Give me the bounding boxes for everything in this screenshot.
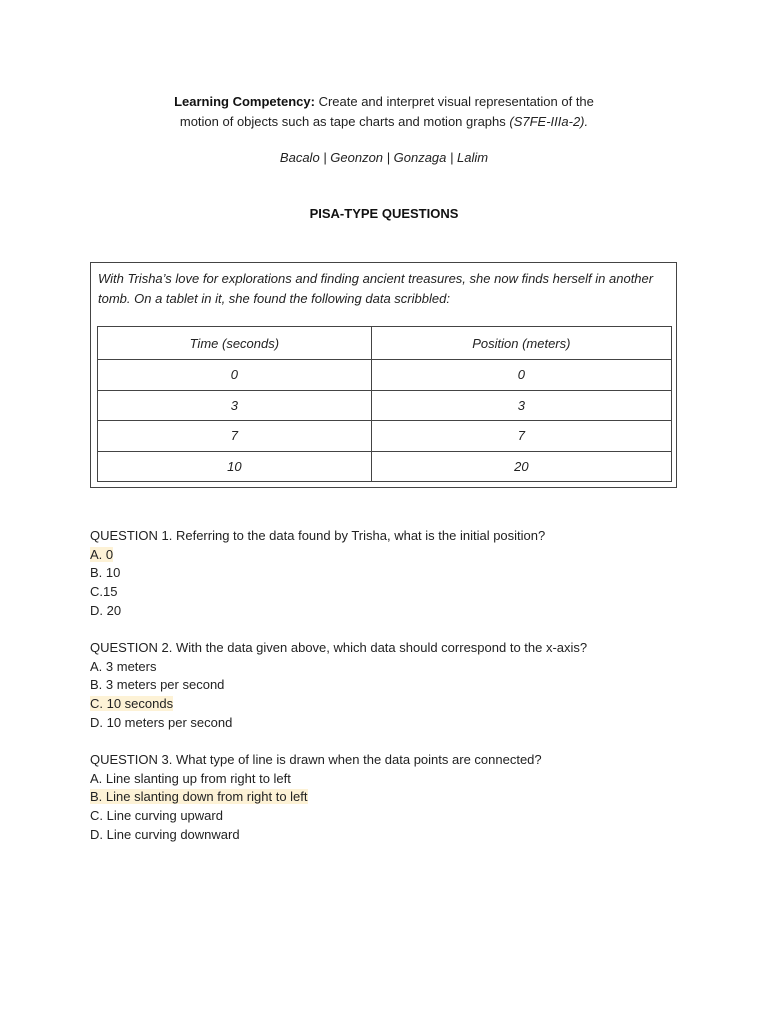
competency-label: Learning Competency: xyxy=(174,94,315,109)
question-3 xyxy=(90,751,710,844)
highlighted-answer-text: A. 0 xyxy=(90,546,114,562)
option-text: D. 10 meters per second xyxy=(90,714,233,730)
question-2 xyxy=(90,639,710,732)
question-prompt-text: QUESTION 1. Referring to the data found by Trisha, what is the initial position? xyxy=(90,528,546,543)
option-text: D. Line curving downward xyxy=(90,826,240,842)
learning-competency xyxy=(0,92,768,132)
table-header-cell: Position (meters) xyxy=(371,327,671,360)
question-prompt-text: QUESTION 2. With the data given above, which data should correspond to the x-axis? xyxy=(90,639,588,655)
table-cell: 0 xyxy=(371,360,671,391)
table-cell: 3 xyxy=(98,390,372,421)
answer-option xyxy=(90,695,710,714)
scenario-text: With Trisha’s love for explorations and finding ancient treasures, she now finds herself in another tomb. On a tablet in it, she found the following data scribbled: xyxy=(98,271,654,306)
table-cell: 10 xyxy=(98,451,372,482)
answer-option xyxy=(90,658,710,677)
table-row xyxy=(98,451,672,482)
table-cell: 7 xyxy=(371,421,671,452)
table-row xyxy=(98,421,672,452)
table-row xyxy=(98,390,672,421)
option-text: C.15 xyxy=(90,584,118,600)
section-title: PISA-TYPE QUESTIONS xyxy=(309,206,459,221)
scenario-box xyxy=(90,262,677,488)
table-row xyxy=(98,360,672,391)
answer-option xyxy=(90,807,710,826)
question-prompt-text: QUESTION 3. What type of line is drawn when the data points are connected? xyxy=(90,751,542,767)
questions-section xyxy=(90,527,710,863)
answer-option xyxy=(90,564,710,583)
answer-option xyxy=(90,826,710,845)
authors: Bacalo | Geonzon | Gonzaga | Lalim xyxy=(279,150,489,165)
answer-option xyxy=(90,788,710,807)
table-cell: 20 xyxy=(371,451,671,482)
table-cell: 3 xyxy=(371,390,671,421)
answer-option xyxy=(90,602,710,621)
answer-option xyxy=(90,770,710,789)
competency-code: (S7FE-IIIa-2). xyxy=(509,114,589,129)
option-text: C. Line curving upward xyxy=(90,807,223,823)
table-header-cell: Time (seconds) xyxy=(98,327,372,360)
competency-line-1 xyxy=(0,92,768,112)
highlighted-answer-text: C. 10 seconds xyxy=(90,696,174,711)
answer-option xyxy=(90,714,710,733)
table-cell: 7 xyxy=(98,421,372,452)
data-table xyxy=(97,326,672,482)
question-1 xyxy=(90,527,710,620)
answer-option xyxy=(90,583,710,602)
competency-text-2: motion of objects such as tape charts and motion graphs xyxy=(179,114,510,129)
option-text: B. 10 xyxy=(90,565,121,581)
competency-text-1: Create and interpret visual representation of the xyxy=(314,94,594,109)
option-text: A. Line slanting up from right to left xyxy=(90,770,291,786)
question-prompt xyxy=(90,527,710,546)
table-cell: 0 xyxy=(98,360,372,391)
question-prompt xyxy=(90,751,710,770)
table-header-row xyxy=(98,327,672,360)
competency-line-2 xyxy=(0,112,768,132)
option-text: D. 20 xyxy=(90,602,122,618)
question-prompt xyxy=(90,639,710,658)
option-text: B. 3 meters per second xyxy=(90,677,225,693)
option-text: A. 3 meters xyxy=(90,658,157,674)
highlighted-answer-text: B. Line slanting down from right to left xyxy=(90,789,308,805)
answer-option xyxy=(90,676,710,695)
answer-option xyxy=(90,546,710,565)
